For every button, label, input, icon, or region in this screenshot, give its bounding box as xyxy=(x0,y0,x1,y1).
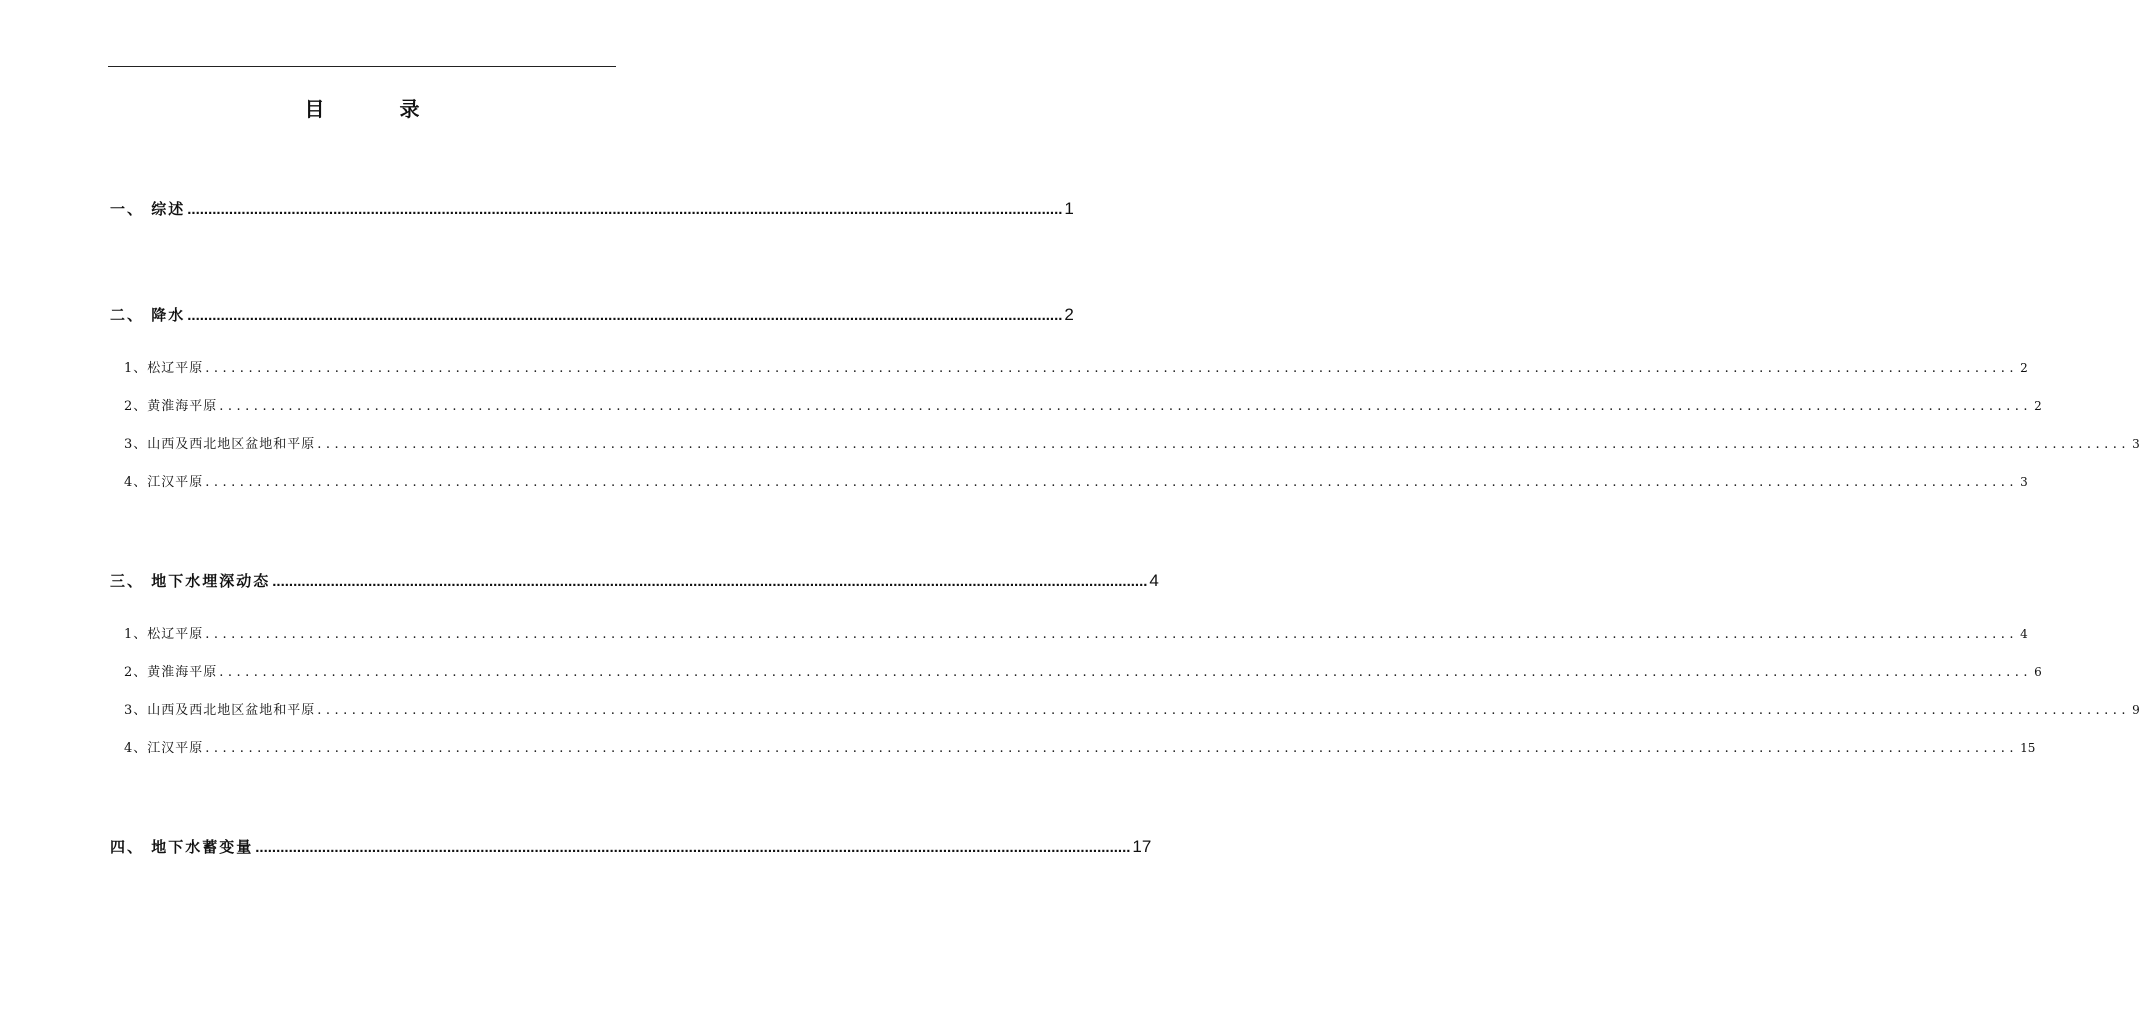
toc-section-3[interactable] xyxy=(110,570,1159,591)
toc-subsection-label: 2、黄淮海平原 xyxy=(124,665,218,680)
toc-subsection-label: 4、江汉平原 xyxy=(124,741,204,756)
toc-page-number: 3 xyxy=(2020,475,2028,489)
dot-leader: .................................................................................................................................................................................................................. xyxy=(317,437,2131,452)
toc-subsection-3-3[interactable] xyxy=(124,699,2140,718)
toc-subsection-3-4[interactable] xyxy=(124,737,2036,756)
dot-leader: .................................................................................................................................................................................................................. xyxy=(317,703,2131,718)
toc-subsection-label: 2、黄淮海平原 xyxy=(124,399,218,414)
toc-subsection-3-2[interactable] xyxy=(124,661,2042,680)
toc-page-number: 1 xyxy=(1064,199,1074,218)
toc-subsection-2-2[interactable] xyxy=(124,395,2042,414)
toc-page-number: 2 xyxy=(2020,361,2028,375)
dot-leader: .................................................................................................................................................................................................................. xyxy=(205,627,2019,642)
dot-leader: .................................................................................................................................................................................................................. xyxy=(205,741,2019,756)
toc-section-4[interactable] xyxy=(110,836,1152,857)
header-rule xyxy=(108,66,616,67)
toc-page-number: 3 xyxy=(2132,437,2140,451)
toc-page-number: 4 xyxy=(1149,571,1159,590)
dot-leader: .................................................................................................................................................................................................................. xyxy=(219,665,2033,680)
toc-title: 目 录 xyxy=(304,97,454,121)
toc-section-2[interactable] xyxy=(110,304,1074,325)
dot-leader: .................................................................................................................................................................................................................. xyxy=(187,201,1063,218)
dot-leader: .................................................................................................................................................................................................................. xyxy=(187,307,1063,324)
dot-leader: .................................................................................................................................................................................................................. xyxy=(219,399,2033,414)
toc-section-label: 四、 地下水蓄变量 xyxy=(110,838,254,856)
toc-section-label: 二、 降水 xyxy=(110,306,186,324)
dot-leader: .................................................................................................................................................................................................................. xyxy=(205,475,2019,490)
toc-section-label: 三、 地下水埋深动态 xyxy=(110,572,271,590)
toc-subsection-3-1[interactable] xyxy=(124,623,2028,642)
dot-leader: .................................................................................................................................................................................................................. xyxy=(272,573,1148,590)
toc-section-1[interactable] xyxy=(110,198,1074,219)
toc-section-label: 一、 综述 xyxy=(110,200,186,218)
dot-leader: .................................................................................................................................................................................................................. xyxy=(255,839,1131,856)
toc-subsection-label: 4、江汉平原 xyxy=(124,475,204,490)
toc-page-number: 2 xyxy=(1064,305,1074,324)
toc-page-number: 6 xyxy=(2034,665,2042,679)
toc-page-number: 2 xyxy=(2034,399,2042,413)
toc-subsection-label: 3、山西及西北地区盆地和平原 xyxy=(124,437,316,452)
toc-page-number: 17 xyxy=(1132,837,1152,856)
toc-subsection-label: 1、松辽平原 xyxy=(124,361,204,376)
toc-page-number: 9 xyxy=(2132,703,2140,717)
dot-leader: .................................................................................................................................................................................................................. xyxy=(205,361,2019,376)
toc-subsection-2-3[interactable] xyxy=(124,433,2140,452)
toc-subsection-label: 3、山西及西北地区盆地和平原 xyxy=(124,703,316,718)
toc-page-number: 4 xyxy=(2020,627,2028,641)
toc-subsection-label: 1、松辽平原 xyxy=(124,627,204,642)
toc-subsection-2-4[interactable] xyxy=(124,471,2028,490)
toc-page-number: 15 xyxy=(2020,741,2036,755)
toc-subsection-2-1[interactable] xyxy=(124,357,2028,376)
